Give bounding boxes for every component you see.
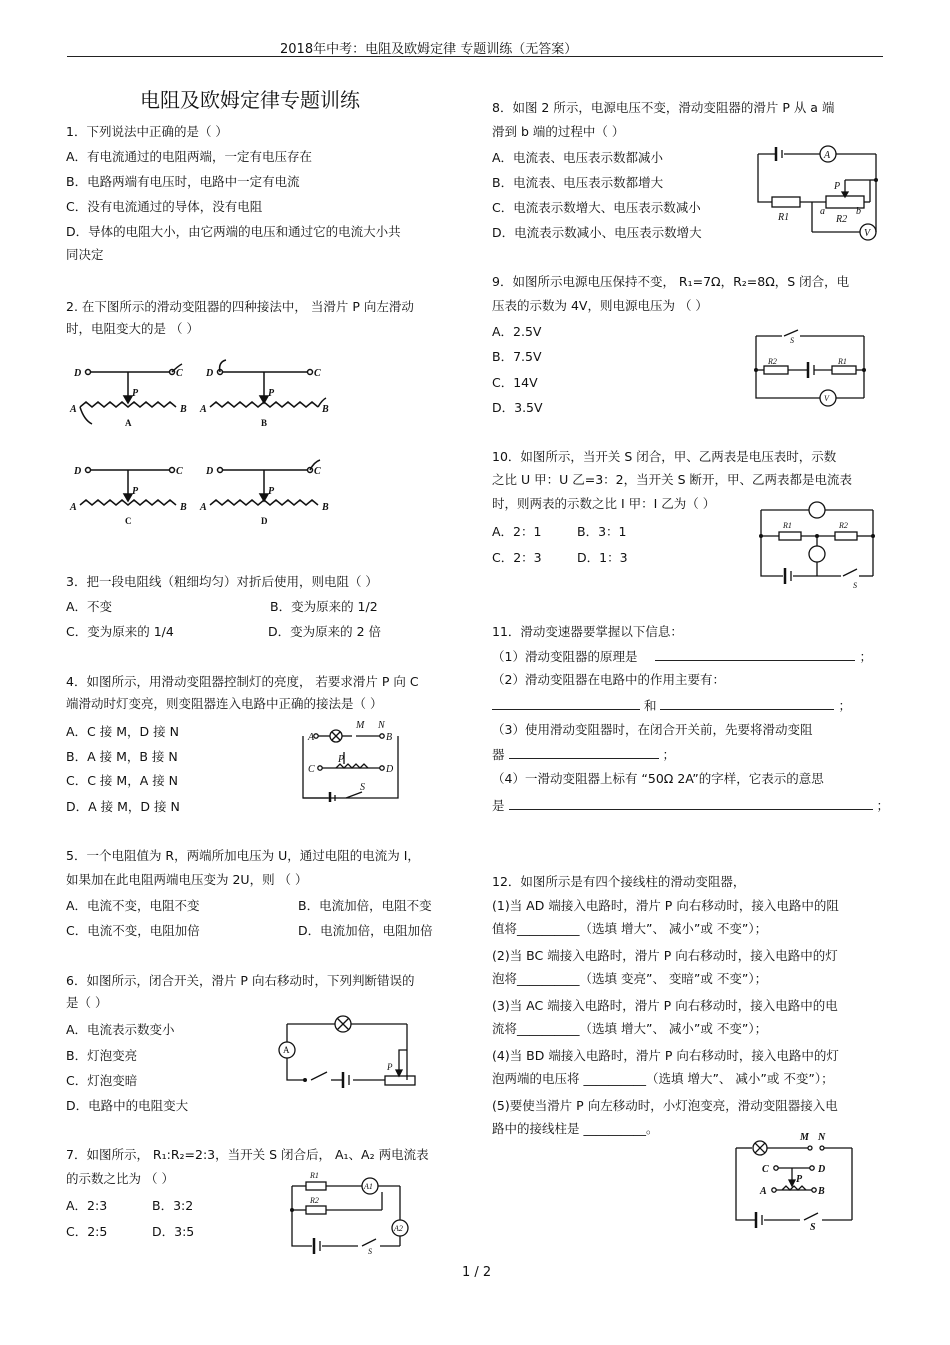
q11-semicolon-3: ；	[662, 747, 675, 762]
q7-stem-2: 的示数之比为 （ ）	[66, 1171, 174, 1186]
q1-stem: 1．下列说法中正确的是（ ）	[66, 124, 228, 139]
q8-stem-1: 8．如图 2 所示，电源电压不变，滑动变阻器的滑片 P 从 a 端	[492, 100, 835, 115]
q8-option-b: B．电流表、电压表示数都增大	[492, 175, 664, 190]
q9-circuit-figure	[752, 326, 872, 410]
q11-item-3: （3）使用滑动变阻器时，在闭合开关前，先要将滑动变阻	[492, 722, 813, 737]
q4-stem-2: 端滑动时灯变亮，则变阻器连入电路中正确的接法是（ ）	[66, 696, 383, 711]
q8-option-a: A．电流表、电压表示数都减小	[492, 150, 664, 165]
svg-text:C: C	[176, 368, 183, 379]
q9-option-b: B．7.5V	[492, 349, 542, 364]
svg-text:R2: R2	[768, 357, 777, 366]
q12-item-5-cont: 路中的接线柱是 __________。	[492, 1121, 659, 1136]
q11-item-3-prefix: 器	[492, 747, 505, 762]
q1-option-a: A．有电流通过的电阻两端，一定有电压存在	[66, 149, 313, 164]
svg-text:D: D	[74, 368, 82, 379]
svg-text:R2: R2	[310, 1196, 319, 1205]
q7-option-b: B．3:2	[152, 1198, 194, 1213]
q11-blank-2b[interactable]	[660, 697, 834, 710]
svg-text:A: A	[308, 732, 315, 743]
q10-option-c: C．2：3	[492, 550, 542, 565]
q9-stem-1: 9．如图所示电源电压保持不变， R₁=7Ω，R₂=8Ω，S 闭合，电	[492, 274, 850, 289]
svg-text:D: D	[206, 368, 214, 379]
q10-option-d: D．1：3	[577, 550, 628, 565]
svg-text:N: N	[378, 720, 385, 731]
svg-text:P: P	[338, 754, 345, 765]
q2-rheostat-figures	[60, 352, 350, 532]
q11-item-4-cont	[492, 797, 889, 814]
q7-circuit-figure	[282, 1164, 412, 1256]
q11-blank-3[interactable]	[509, 746, 659, 759]
q11-semicolon-4: ；	[876, 798, 889, 813]
q6-option-c: C．灯泡变暗	[66, 1073, 138, 1088]
q11-and: 和	[643, 698, 657, 713]
svg-text:R1: R1	[310, 1171, 319, 1180]
q11-blank-2a[interactable]	[492, 697, 640, 710]
q9-stem-2: 压表的示数为 4V，则电源电压为 （ ）	[492, 298, 708, 313]
q12-item-2: (2)当 BC 端接入电路时，滑片 P 向右移动时，接入电路中的灯	[492, 948, 838, 963]
page-number: 1 / 2	[462, 1265, 492, 1280]
q5-stem-1: 5．一个电阻值为 R，两端所加电压为 U，通过电阻的电流为 I，	[66, 848, 420, 863]
svg-text:V: V	[824, 394, 829, 403]
q10-stem-2: 之比 U 甲：U 乙=3：2，当开关 S 断开，甲、乙两表都是电流表	[492, 472, 852, 487]
q12-item-2-cont: 泡将__________（选填 变亮”、 变暗”或 不变”）；	[492, 971, 768, 986]
q10-stem-1: 10．如图所示，当开关 S 闭合，甲、乙两表是电压表时，示数	[492, 449, 837, 464]
q12-stem: 12．如图所示是有四个接线柱的滑动变阻器，	[492, 874, 746, 889]
q11-semicolon-2: ；	[838, 698, 851, 713]
svg-text:M: M	[356, 720, 365, 731]
svg-text:B: B	[386, 732, 393, 743]
q10-option-a: A．2：1	[492, 524, 542, 539]
svg-text:C: C	[308, 764, 315, 775]
q11-item-4: （4）一滑动变阻器上标有 “50Ω 2A”的字样，它表示的意思	[492, 771, 824, 786]
q6-circuit-figure	[275, 1010, 420, 1092]
q11-item-3-cont	[492, 746, 675, 763]
q6-option-a: A．电流表示数变小	[66, 1022, 175, 1037]
q12-item-4: (4)当 BD 端接入电路时，滑片 P 向右移动时，接入电路中的灯	[492, 1048, 839, 1063]
svg-text:P: P	[132, 486, 139, 497]
q3-option-a: A．不变	[66, 599, 113, 614]
svg-text:S: S	[810, 1222, 816, 1230]
svg-text:P: P	[796, 1174, 803, 1185]
q8-circuit-figure	[752, 142, 884, 242]
q4-option-a: A．C 接 M，D 接 N	[66, 724, 179, 739]
svg-text:A: A	[760, 1186, 767, 1197]
svg-text:N: N	[818, 1132, 826, 1143]
q11-blank-1[interactable]	[655, 648, 855, 661]
q4-option-b: B．A 接 M，B 接 N	[66, 749, 178, 764]
q11-semicolon-1: ；	[859, 649, 872, 664]
q11-item-1	[492, 648, 872, 665]
svg-text:B: B	[322, 502, 329, 513]
svg-text:D: D	[206, 466, 214, 477]
q11-item-2: （2）滑动变阻器在电路中的作用主要有：	[492, 672, 725, 687]
q11-blank-4[interactable]	[509, 797, 873, 810]
q1-option-d-cont: 同决定	[66, 247, 104, 262]
page-header: 2018年中考：电阻及欧姆定律 专题训练（无答案）	[280, 42, 578, 57]
svg-text:R2: R2	[839, 521, 848, 530]
svg-text:C: C	[762, 1164, 769, 1175]
svg-text:S: S	[790, 336, 794, 345]
svg-text:A: A	[200, 404, 207, 415]
svg-text:A: A	[283, 1045, 290, 1055]
q6-stem-1: 6．如图所示，闭合开关，滑片 P 向右移动时，下列判断错误的	[66, 973, 415, 988]
svg-text:B: B	[180, 404, 187, 415]
q11-item-1-text: （1）滑动变阻器的原理是	[492, 649, 638, 664]
svg-text:S: S	[368, 1247, 372, 1256]
q12-item-4-cont: 泡两端的电压将 __________（选填 增大”、 减小”或 不变”）；	[492, 1071, 834, 1086]
q4-option-c: C．C 接 M，A 接 N	[66, 773, 179, 788]
q5-option-b: B．电流加倍，电阻不变	[298, 898, 432, 913]
svg-text:C: C	[314, 368, 321, 379]
q10-stem-3: 时，则两表的示数之比 I 甲：I 乙为（ ）	[492, 496, 716, 511]
q2-label-d: D	[261, 516, 268, 526]
q6-option-d: D．电路中的电阻变大	[66, 1098, 189, 1113]
q3-option-d: D．变为原来的 2 倍	[268, 624, 382, 639]
q1-option-c: C．没有电流通过的导体，没有电阻	[66, 199, 263, 214]
q2-label-b: B	[261, 418, 268, 428]
q4-circuit-figure	[298, 716, 408, 802]
svg-text:R1: R1	[838, 357, 847, 366]
q12-item-1-cont: 值将__________（选填 增大”、 减小”或 不变”）；	[492, 921, 768, 936]
svg-text:D: D	[386, 764, 394, 775]
q3-stem: 3．把一段电阻线（粗细均匀）对折后使用，则电阻（ ）	[66, 574, 378, 589]
q9-option-c: C．14V	[492, 375, 538, 390]
q4-stem-1: 4．如图所示，用滑动变阻器控制灯的亮度， 若要求滑片 P 向 C	[66, 674, 419, 689]
svg-text:R1: R1	[778, 212, 790, 223]
svg-text:P: P	[268, 486, 275, 497]
q1-option-b: B．电路两端有电压时，电路中一定有电流	[66, 174, 300, 189]
svg-text:A: A	[200, 502, 207, 513]
svg-text:S: S	[853, 581, 857, 588]
q3-option-c: C．变为原来的 1/4	[66, 624, 174, 639]
svg-text:D: D	[818, 1164, 826, 1175]
q2-label-c: C	[125, 516, 132, 526]
svg-text:R1: R1	[783, 521, 792, 530]
page-title: 电阻及欧姆定律专题训练	[140, 88, 360, 112]
q12-item-3-cont: 流将__________（选填 增大”、 减小”或 不变”）；	[492, 1021, 768, 1036]
svg-text:b: b	[856, 206, 861, 217]
q7-stem-1: 7．如图所示， R₁:R₂=2:3，当开关 S 闭合后， A₁、A₂ 两电流表	[66, 1147, 429, 1162]
svg-text:C: C	[314, 466, 321, 477]
svg-text:B: B	[180, 502, 187, 513]
svg-text:B: B	[322, 404, 329, 415]
q2-label-a: A	[125, 418, 132, 428]
svg-text:B: B	[818, 1186, 825, 1197]
svg-text:P: P	[834, 181, 841, 192]
q9-option-d: D．3.5V	[492, 400, 543, 415]
q5-option-c: C．电流不变，电阻加倍	[66, 923, 200, 938]
q1-option-d: D．导体的电阻大小，由它两端的电压和通过它的电流大小共	[66, 224, 401, 239]
svg-text:A2: A2	[394, 1224, 403, 1233]
q9-option-a: A．2.5V	[492, 324, 542, 339]
q5-stem-2: 如果加在此电阻两端电压变为 2U，则 （ ）	[66, 872, 308, 887]
q7-option-c: C．2:5	[66, 1224, 108, 1239]
q2-stem-2: 时，电阻变大的是 （ ）	[66, 321, 199, 336]
q10-circuit-figure	[755, 496, 880, 588]
q11-stem: 11．滑动变速器要掌握以下信息：	[492, 624, 683, 639]
q10-option-b: B．3：1	[577, 524, 627, 539]
q5-option-d: D．电流加倍，电阻加倍	[298, 923, 433, 938]
q6-option-b: B．灯泡变亮	[66, 1048, 138, 1063]
svg-text:P: P	[132, 388, 139, 399]
svg-text:A: A	[70, 502, 77, 513]
q12-item-3: (3)当 AC 端接入电路时，滑片 P 向右移动时，接入电路中的电	[492, 998, 838, 1013]
svg-text:D: D	[74, 466, 82, 477]
q8-stem-2: 滑到 b 端的过程中（ ）	[492, 124, 625, 139]
svg-text:a: a	[820, 206, 825, 217]
q12-item-5: (5)要使当滑片 P 向左移动时，小灯泡变亮，滑动变阻器接入电	[492, 1098, 838, 1113]
q12-item-1: (1)当 AD 端接入电路时，滑片 P 向右移动时，接入电路中的阻	[492, 898, 839, 913]
q3-option-b: B．变为原来的 1/2	[270, 599, 378, 614]
svg-text:P: P	[387, 1062, 393, 1072]
q8-option-c: C．电流表示数增大、电压表示数减小	[492, 200, 701, 215]
svg-text:P: P	[268, 388, 275, 399]
svg-text:A1: A1	[364, 1182, 373, 1191]
q11-item-2-blanks	[492, 697, 851, 714]
q12-circuit-figure	[728, 1130, 858, 1230]
q7-option-a: A．2:3	[66, 1198, 108, 1213]
q6-stem-2: 是（ ）	[66, 995, 108, 1010]
svg-text:A: A	[824, 150, 831, 161]
q2-stem-1: 2. 在下图所示的滑动变阻器的四种接法中， 当滑片 P 向左滑动	[66, 299, 414, 314]
q4-option-d: D．A 接 M，D 接 N	[66, 799, 180, 814]
q7-option-d: D．3:5	[152, 1224, 195, 1239]
header-rule	[67, 56, 883, 57]
svg-text:C: C	[176, 466, 183, 477]
svg-text:M: M	[800, 1132, 809, 1143]
q11-item-4-prefix: 是	[492, 798, 505, 813]
svg-text:V: V	[864, 228, 871, 239]
q5-option-a: A．电流不变，电阻不变	[66, 898, 200, 913]
svg-text:R2: R2	[836, 214, 848, 225]
svg-text:A: A	[70, 404, 77, 415]
q8-option-d: D．电流表示数减小、电压表示数增大	[492, 225, 702, 240]
svg-text:S: S	[360, 782, 365, 793]
